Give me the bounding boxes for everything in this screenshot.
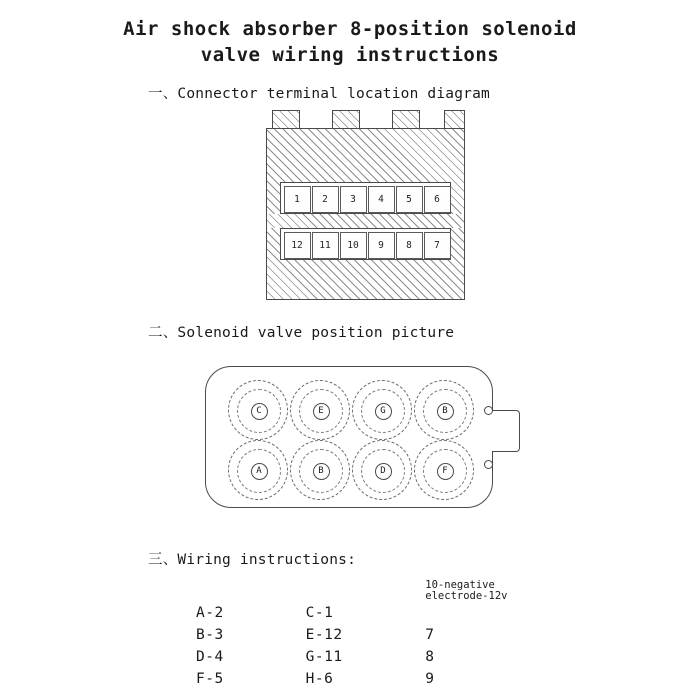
wiring-header-line2: electrode-12v [425, 590, 508, 602]
wiring-column-3-header [425, 580, 565, 602]
valve-connector-tab [492, 410, 520, 452]
connector-mid-band [266, 214, 465, 228]
valve-coil [414, 380, 474, 440]
coil-label: B [437, 403, 454, 420]
wiring-column-2-spacer [306, 580, 416, 602]
wiring-cell: 9 [425, 671, 435, 687]
wiring-cell: F-5 [196, 671, 224, 687]
valve-coil [228, 380, 288, 440]
connector-pin: 8 [396, 232, 423, 259]
connector-tab-4 [444, 110, 465, 130]
coil-label: C [251, 403, 268, 420]
connector-tab-3 [392, 110, 420, 130]
section-heading-connector: 一、Connector terminal location diagram [148, 86, 490, 103]
valve-mount-hole-bottom [484, 460, 493, 469]
coil-label: G [375, 403, 392, 420]
section-heading-valve: 二、Solenoid valve position picture [148, 325, 455, 341]
connector-tab-2 [332, 110, 360, 130]
page-title-line2: valve wiring instructions [200, 43, 500, 66]
connector-tab-1 [272, 110, 300, 130]
coil-label: E [313, 403, 330, 420]
connector-pin: 9 [368, 232, 395, 259]
valve-mount-hole-top [484, 406, 493, 415]
page-title [0, 0, 700, 68]
valve-coil [352, 440, 412, 500]
wiring-column-3-spacer [425, 602, 565, 624]
connector-pin: 6 [424, 186, 451, 213]
connector-pin: 4 [368, 186, 395, 213]
solenoid-valve-diagram [0, 358, 700, 528]
connector-pin: 2 [312, 186, 339, 213]
connector-pin: 12 [284, 232, 311, 259]
wiring-column-1 [196, 580, 296, 690]
wiring-cell: H-6 [305, 671, 334, 687]
connector-pin: 1 [284, 186, 311, 213]
valve-coil [290, 440, 350, 500]
coil-label: D [375, 463, 392, 480]
valve-coil [414, 440, 474, 500]
coil-label: F [437, 463, 454, 480]
valve-coil [228, 440, 288, 500]
valve-coil [290, 380, 350, 440]
connector-pin: 10 [340, 232, 367, 259]
wiring-cell: E-12 [305, 627, 343, 643]
wiring-column-1-spacer [196, 580, 296, 602]
wiring-column-2 [306, 580, 416, 690]
wiring-cell: 7 [425, 627, 435, 643]
page-title-line1: Air shock absorber 8-position solenoid [123, 18, 577, 40]
coil-label: A [251, 463, 268, 480]
valve-coil [352, 380, 412, 440]
coil-label: B [313, 463, 330, 480]
connector-pin-row-bottom [280, 228, 451, 260]
connector-pin: 11 [312, 232, 339, 259]
wiring-header-line1: 10-negative [425, 579, 495, 591]
connector-pin-row-top [280, 182, 451, 214]
connector-pin: 7 [424, 232, 451, 259]
wiring-cell: A-2 [196, 605, 224, 621]
wiring-cell: 8 [425, 649, 435, 665]
wiring-cell: C-1 [305, 605, 334, 621]
connector-pin: 5 [396, 186, 423, 213]
wiring-cell: G-11 [305, 649, 343, 665]
wiring-column-3 [425, 580, 565, 690]
connector-diagram [0, 110, 700, 310]
wiring-cell: B-3 [196, 627, 224, 643]
connector-shape [258, 110, 473, 300]
wiring-cell: D-4 [196, 649, 224, 665]
section-heading-wiring: 三、Wiring instructions: [148, 552, 356, 568]
wiring-table [196, 580, 565, 690]
connector-pin: 3 [340, 186, 367, 213]
